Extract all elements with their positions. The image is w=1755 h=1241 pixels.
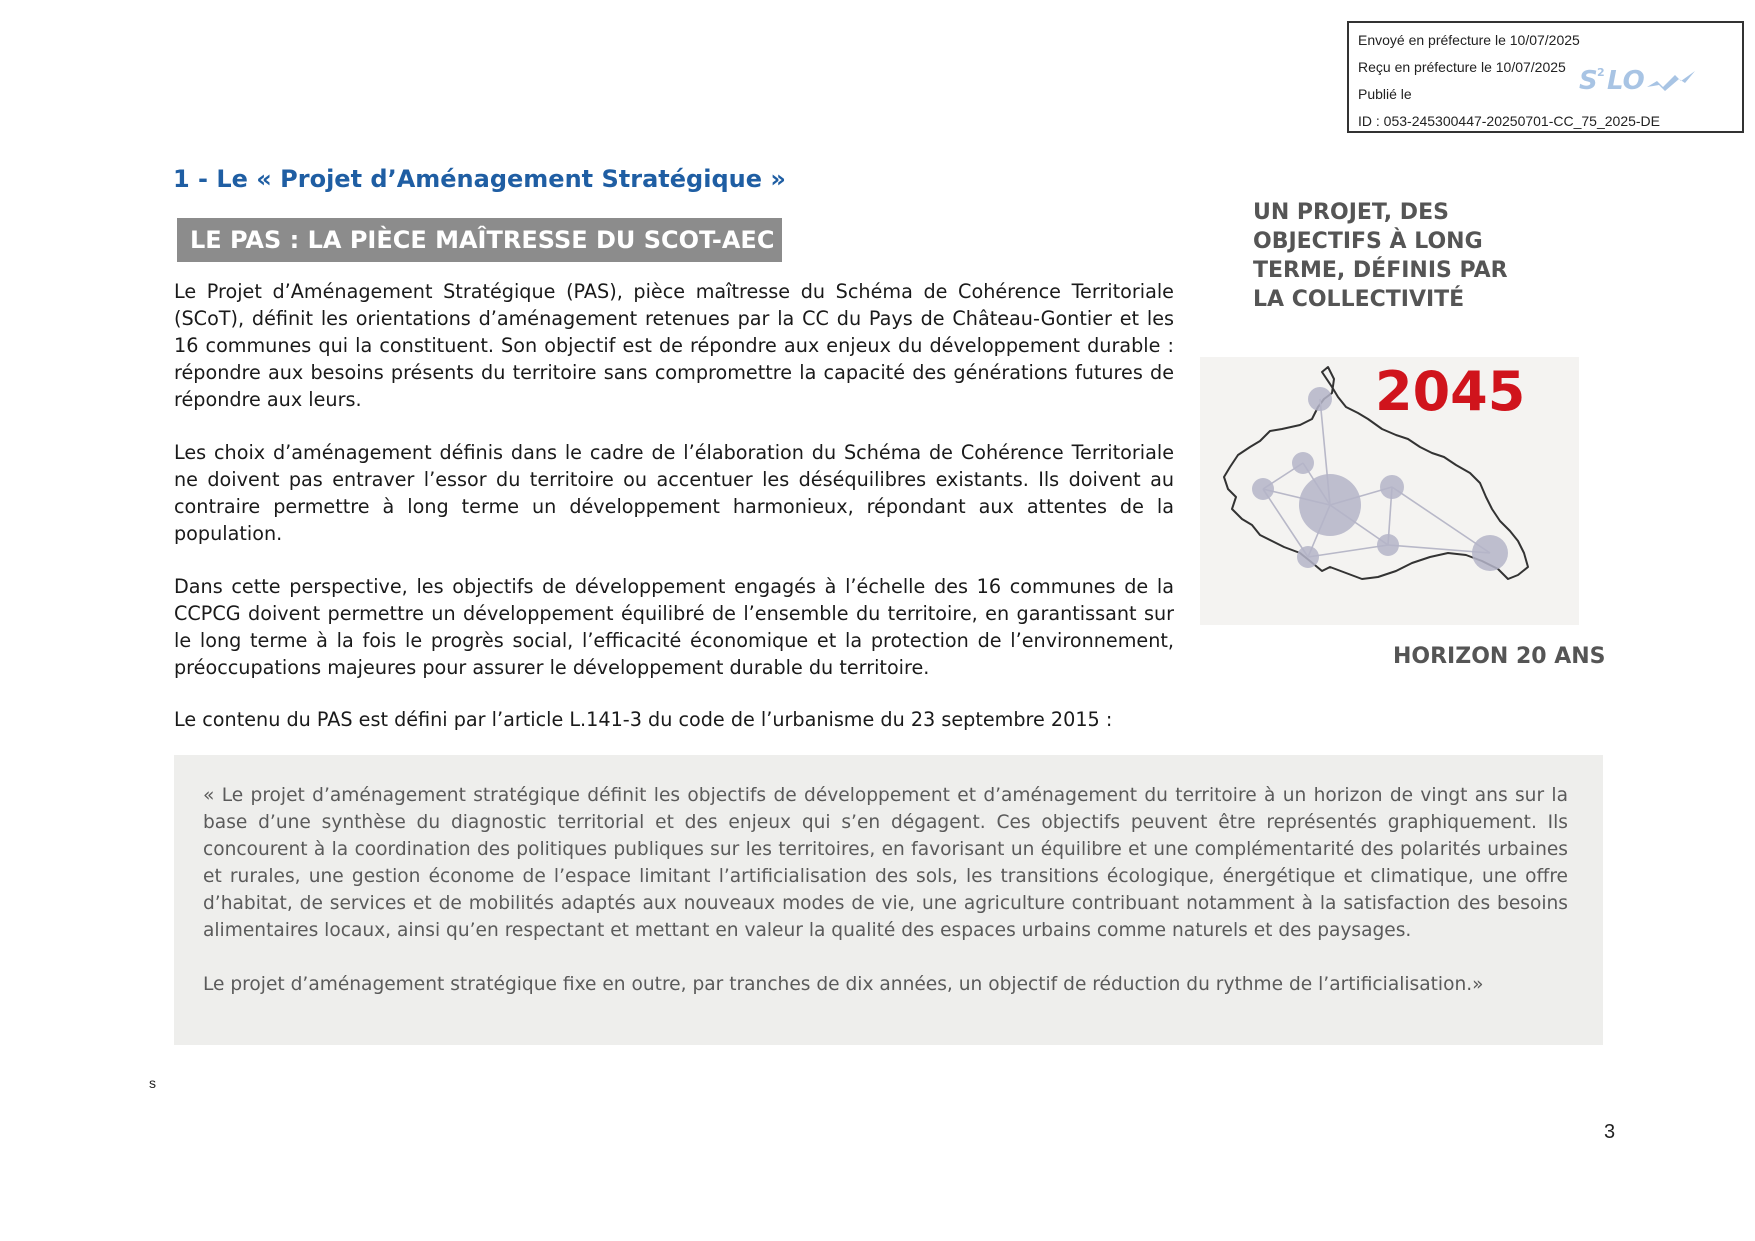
stamp-published: Publié le <box>1358 86 1412 102</box>
paragraph-intro: Le Projet d’Aménagement Stratégique (PAS), pièce maîtresse du Schéma de Cohérence Territoriale (SCoT), définit les orientations d’aménagement retenues par la CC du Pays de Château-Gontier et les 16 communes qui la constituent. Son objectif est de répondre aux enjeux du développement durable : répondre aux besoins présents du territoire sans compromettre la capacité des générations futures de répondre aux leurs. <box>174 280 1174 411</box>
svg-text:2: 2 <box>1597 66 1605 79</box>
paragraph-perspective: Dans cette perspective, les objectifs de développement engagés à l’échelle des 16 communes de la CCPCG doivent permettre un développement équilibré de l’ensemble du territoire, en garantissant sur le long terme à la fois le progrès social, l’efficacité économique et la protection de l’environnement, préoccupations majeures pour assurer le développement durable du territoire. <box>174 575 1174 679</box>
legal-quote-box <box>174 755 1603 1045</box>
horizon-caption: HORIZON 20 ANS <box>1393 644 1606 669</box>
quote-paragraph-2: Le projet d’aménagement stratégique fixe en outre, par tranches de dix années, un objectif de réduction du rythme de l’artificialisation.» <box>203 974 1484 995</box>
side-heading: UN PROJET, DES OBJECTIFS À LONG TERME, DÉFINIS PAR LA COLLECTIVITÉ <box>1253 200 1508 312</box>
section-title: 1 - Le « Projet d’Aménagement Stratégique » <box>173 165 786 193</box>
prefecture-stamp <box>1347 21 1744 133</box>
svg-text:S: S <box>1579 66 1598 96</box>
paragraph-choices: Les choix d’aménagement définis dans le cadre de l’élaboration du Schéma de Cohérence Territoriale ne doivent pas entraver l’essor du territoire ou accentuer les déséquilibres existants. Ils doivent au contraire permettre à long terme un développement harmonieux, répondant aux attentes de la population. <box>174 441 1174 545</box>
svg-text:LO: LO <box>1607 66 1645 96</box>
stamp-received-date: Reçu en préfecture le 10/07/2025 <box>1358 59 1566 75</box>
stamp-id: ID : 053-245300447-20250701-CC_75_2025-DE <box>1358 113 1660 129</box>
territory-map-illustration <box>1200 357 1579 625</box>
paragraph-legal-reference: Le contenu du PAS est défini par l’article L.141-3 du code de l’urbanisme du 23 septembre 2015 : <box>174 708 1113 731</box>
stamp-sent-date: Envoyé en préfecture le 10/07/2025 <box>1358 32 1580 48</box>
horizon-year: 2045 <box>1375 360 1526 423</box>
s2lo-logo <box>1577 63 1707 97</box>
margin-letter: s <box>149 1075 156 1091</box>
quote-paragraph-1: « Le projet d’aménagement stratégique définit les objectifs de développement et d’aménagement du territoire à un horizon de vingt ans sur la base d’une synthèse du diagnostic territorial et des enjeux qui s’en dégagent. Ces objectifs peuvent être représentés graphiquement. Ils concourent à la coordination des politiques publiques sur les territoires, en favorisant un équilibre et une complémentarité des polarités urbaines et rurales, une gestion économe de l’espace limitant l’artificialisation des sols, les transitions écologique, énergétique et climatique, une offre d’habitat, de services et de mobilités adaptés aux nouveaux modes de vie, une agriculture contribuant notamment à la satisfaction des besoins alimentaires locaux, ainsi qu’en respectant et mettant en valeur la qualité des espaces urbains comme naturels et des paysages. <box>203 785 1568 941</box>
page-number: 3 <box>1604 1121 1616 1143</box>
section-banner: LE PAS : LA PIÈCE MAÎTRESSE DU SCOT-AEC <box>177 218 782 262</box>
